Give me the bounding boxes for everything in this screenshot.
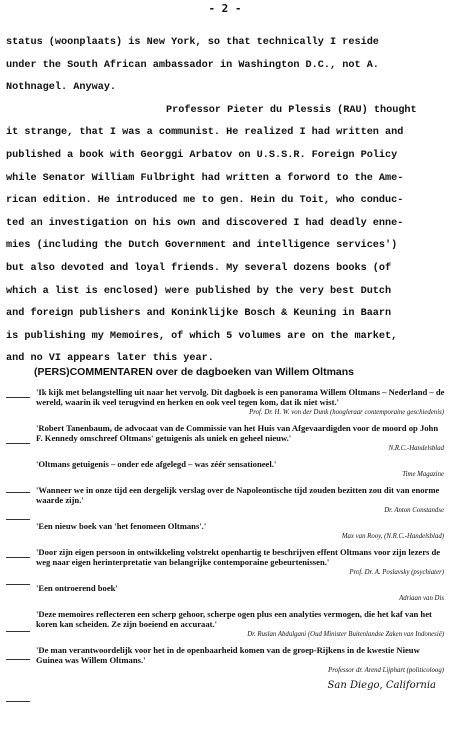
- press-comments-title: (PERS)COMMENTAREN over de dagboeken van Willem Oltmans: [34, 366, 355, 378]
- quote-text: 'Oltmans getuigenis – onder ede afgelegd – was zéér sensationeel.': [36, 459, 277, 469]
- quote-text: 'Een nieuw boek van 'het fenomeen Oltmans'.': [36, 521, 207, 531]
- margin-rule: [6, 701, 30, 702]
- quote-source: Dr. Ruslan Abdulgani (Oud Minister Buitenlandse Zaken van Indonesië): [247, 631, 444, 638]
- margin-rule: [6, 519, 30, 520]
- quote-item: [36, 583, 446, 603]
- quote-item: [36, 387, 446, 417]
- margin-rule: [6, 631, 30, 632]
- margin-rule: [6, 443, 30, 444]
- quote-text: 'De man verantwoordelijk voor het in de openbaarheid komen van de groep-Rijkens in de kwestie Nieuw Guinea was Willem Oltmans.': [36, 645, 420, 665]
- margin-rule: [6, 659, 30, 660]
- margin-rule: [6, 584, 30, 585]
- quote-source: Dr. Anton Constandse: [384, 507, 444, 514]
- quote-source: Adriaan van Dis: [399, 595, 444, 602]
- typed-line: ted an investigation on his own and discovered I had deadly enne-: [6, 217, 404, 229]
- typed-line: while Senator William Fulbright had written a forword to the Ame-: [6, 172, 404, 184]
- quote-text: 'Deze memoires reflecteren een scherp gehoor, scherpe ogen plus een analyties vermogen, die het kaf van het koren kan scheiden. Ze zijn boeiend en accuraat.': [36, 609, 432, 629]
- typed-line: published a book with Georggi Arbatov on U.S.S.R. Foreign Policy: [6, 149, 398, 161]
- quote-text: 'Robert Tanenbaum, de advocaat van de Commissie van het Huis van Afgevaardigden voor de moord op John F. Kennedy omschreef Oltmans' getuigenis als uniek en geheel nieuw.': [36, 423, 439, 443]
- quote-source: N.R.C.-Handelsblad: [388, 445, 444, 452]
- quote-source: Professor dr. Arend Lijphart (politicoloog): [328, 667, 444, 674]
- quote-item: [36, 547, 446, 577]
- quote-text: 'Een ontroerend boek': [36, 583, 118, 593]
- typed-line: and foreign publishers and Koninklijke Bosch & Keuning in Baarn: [6, 308, 392, 320]
- margin-rule: [6, 492, 30, 493]
- quote-item: [36, 521, 446, 541]
- typed-letter-body: [6, 32, 444, 371]
- quote-source: Prof. Dr. A. Poslavsky (psychiater): [349, 569, 444, 576]
- margin-rule: [6, 557, 30, 558]
- typed-line: is publishing my Memoires, of which 5 volumes are on the market,: [6, 330, 398, 342]
- handwritten-location-signature: San Diego, California: [327, 680, 436, 691]
- typed-line: it strange, that I was a communist. He realized I had written and: [6, 127, 404, 139]
- quote-text: 'Ik kijk met belangstelling uit naar het vervolg. Dit dagboek is een panorama Willem Oltmans – Nederland – de wereld, waarin ik veel terugvind en herken en ook veel tegen kom, dat ik niet wist.': [36, 387, 445, 407]
- quote-item: [36, 609, 446, 639]
- typed-line: under the South African ambassador in Washington D.C., not A.: [6, 59, 379, 71]
- typed-line: and no VI appears later this year.: [6, 353, 214, 365]
- typed-line: which a list is enclosed) were published by the very best Dutch: [6, 285, 392, 297]
- press-quotes: [36, 387, 446, 691]
- page-number: - 2 -: [208, 2, 242, 15]
- quote-item: [36, 459, 446, 479]
- typed-line: status (woonplaats) is New York, so that technically I reside: [6, 37, 379, 48]
- quote-item: [36, 423, 446, 453]
- margin-rule: [6, 397, 30, 398]
- quote-text: 'Wanneer we in onze tijd een dergelijk verslag over de Napoleontische tijd zouden bezitten zou dit van enorme waarde zijn.': [36, 485, 440, 505]
- quote-source: Max van Rooy, (N.R.C.-Handelsblad): [341, 533, 444, 540]
- typed-line: Nothnagel. Anyway.: [6, 82, 117, 94]
- typed-line: but also devoted and loyal friends. My several dozens books (of: [6, 262, 392, 274]
- quote-text: 'Door zijn eigen persoon in ontwikkeling volstrekt openhartig te beschrijven effent Oltmans voor zijn lezers de weg naar eigen herinterpretatie van belangrijke contemporaine gebeurtenissen.': [36, 547, 441, 567]
- typed-line: Professor Pieter du Plessis (RAU) thought: [166, 104, 417, 116]
- quote-item: [36, 645, 446, 675]
- quote-source: Prof. Dr. H. W. von der Dunk (hoogleraar contemporaine geschiedenis): [249, 409, 444, 416]
- typed-line: rican edition. He introduced me to gen. Hein du Toit, who conduc-: [6, 195, 404, 207]
- quote-item: [36, 485, 446, 515]
- quote-source: Time Magazine: [402, 471, 444, 478]
- typed-line: mies (including the Dutch Government and intelligence services'): [6, 240, 398, 252]
